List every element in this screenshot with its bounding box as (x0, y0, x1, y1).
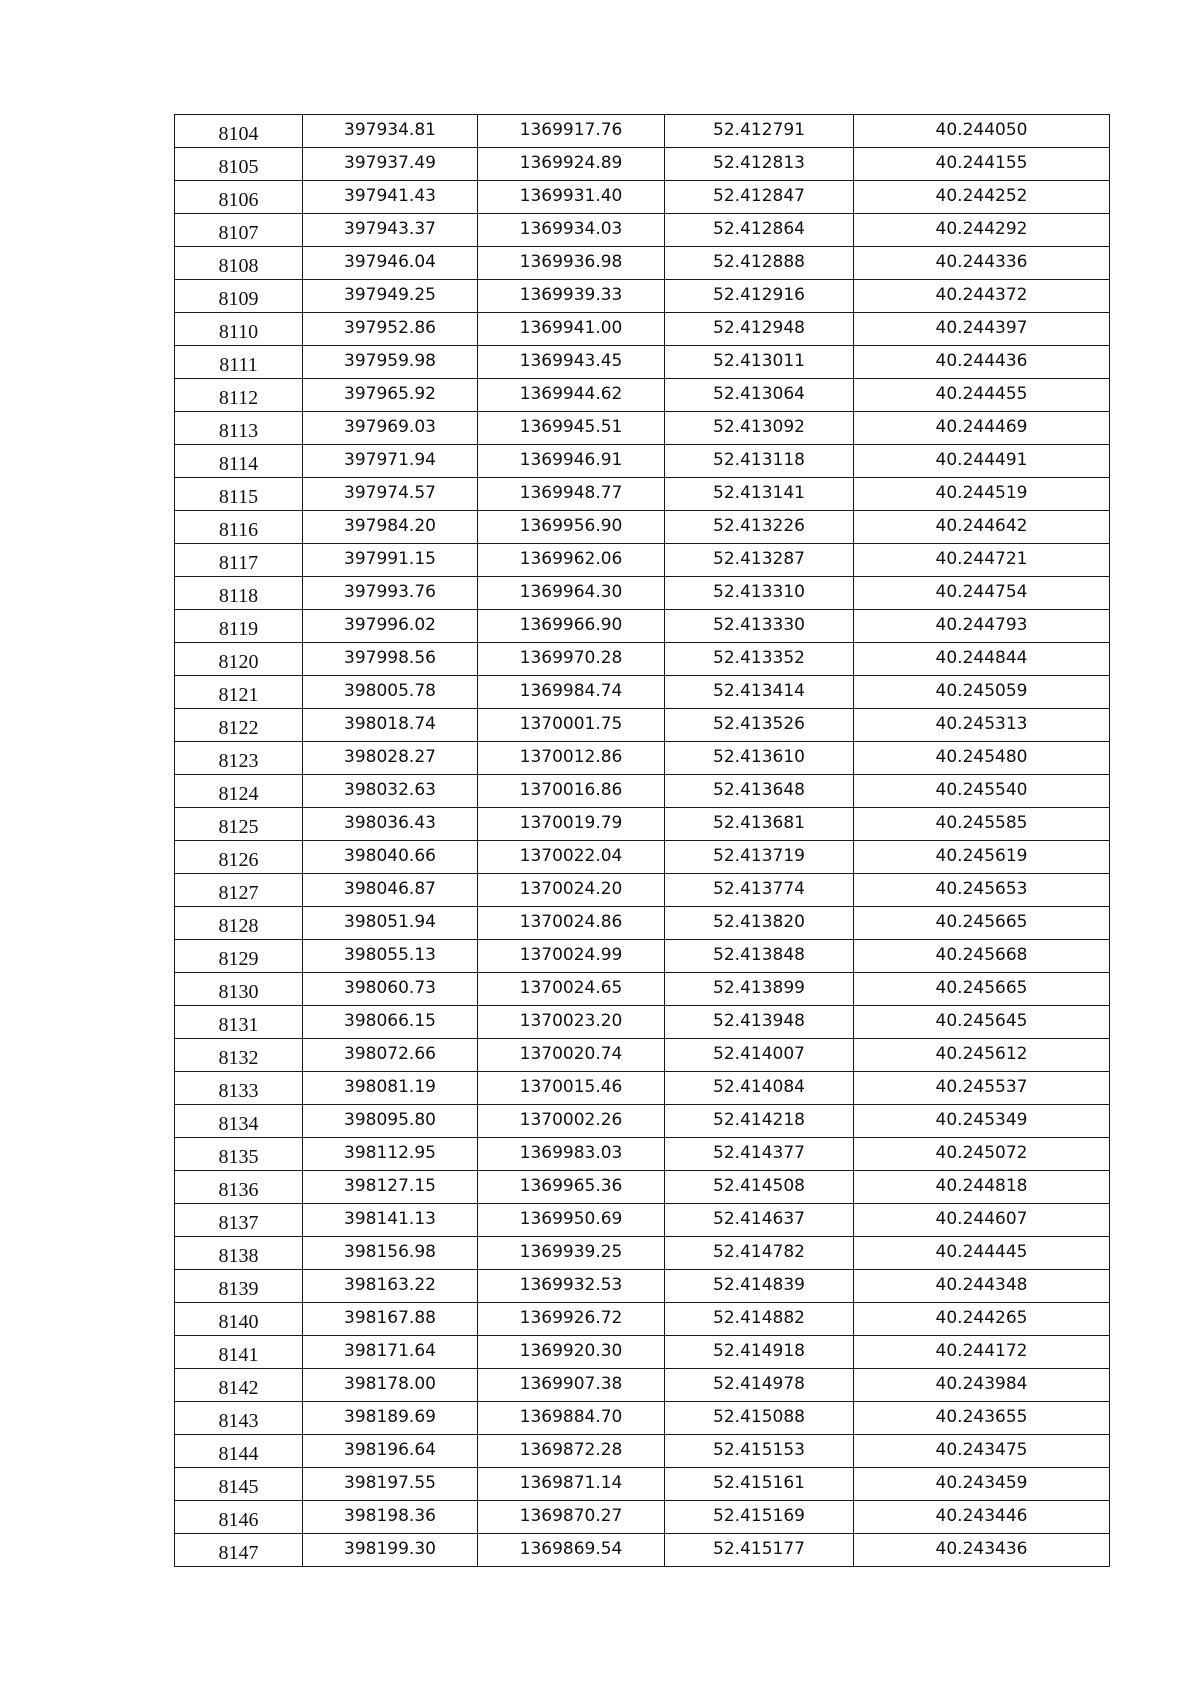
table-row (175, 214, 1110, 247)
longitude-cell: 40.244818 (854, 1171, 1110, 1204)
x-coordinate-cell: 398018.74 (303, 709, 478, 742)
x-coordinate-cell: 397996.02 (303, 610, 478, 643)
point-number-cell: 8146 (175, 1501, 303, 1534)
longitude-cell: 40.244436 (854, 346, 1110, 379)
longitude-cell: 40.245619 (854, 841, 1110, 874)
latitude-cell: 52.414882 (665, 1303, 854, 1336)
latitude-cell: 52.413226 (665, 511, 854, 544)
longitude-cell: 40.245480 (854, 742, 1110, 775)
longitude-cell: 40.244519 (854, 478, 1110, 511)
longitude-cell: 40.244445 (854, 1237, 1110, 1270)
longitude-cell: 40.244455 (854, 379, 1110, 412)
longitude-cell: 40.243436 (854, 1534, 1110, 1567)
longitude-cell: 40.244372 (854, 280, 1110, 313)
longitude-cell: 40.245537 (854, 1072, 1110, 1105)
x-coordinate-cell: 397959.98 (303, 346, 478, 379)
latitude-cell: 52.413141 (665, 478, 854, 511)
latitude-cell: 52.414978 (665, 1369, 854, 1402)
point-number-cell: 8107 (175, 214, 303, 247)
y-coordinate-cell: 1369884.70 (478, 1402, 665, 1435)
point-number-cell: 8125 (175, 808, 303, 841)
longitude-cell: 40.245540 (854, 775, 1110, 808)
y-coordinate-cell: 1369950.69 (478, 1204, 665, 1237)
table-row (175, 511, 1110, 544)
y-coordinate-cell: 1370001.75 (478, 709, 665, 742)
y-coordinate-cell: 1369931.40 (478, 181, 665, 214)
y-coordinate-cell: 1369871.14 (478, 1468, 665, 1501)
latitude-cell: 52.414637 (665, 1204, 854, 1237)
point-number-cell: 8126 (175, 841, 303, 874)
x-coordinate-cell: 398040.66 (303, 841, 478, 874)
table-row (175, 742, 1110, 775)
x-coordinate-cell: 397974.57 (303, 478, 478, 511)
longitude-cell: 40.243655 (854, 1402, 1110, 1435)
longitude-cell: 40.243475 (854, 1435, 1110, 1468)
y-coordinate-cell: 1369943.45 (478, 346, 665, 379)
y-coordinate-cell: 1369956.90 (478, 511, 665, 544)
latitude-cell: 52.414839 (665, 1270, 854, 1303)
latitude-cell: 52.413948 (665, 1006, 854, 1039)
point-number-cell: 8145 (175, 1468, 303, 1501)
longitude-cell: 40.245059 (854, 676, 1110, 709)
latitude-cell: 52.414377 (665, 1138, 854, 1171)
longitude-cell: 40.244642 (854, 511, 1110, 544)
point-number-cell: 8136 (175, 1171, 303, 1204)
table-row (175, 1039, 1110, 1072)
y-coordinate-cell: 1369926.72 (478, 1303, 665, 1336)
latitude-cell: 52.414007 (665, 1039, 854, 1072)
table-row (175, 412, 1110, 445)
x-coordinate-cell: 397969.03 (303, 412, 478, 445)
y-coordinate-cell: 1370020.74 (478, 1039, 665, 1072)
point-number-cell: 8108 (175, 247, 303, 280)
x-coordinate-cell: 397946.04 (303, 247, 478, 280)
longitude-cell: 40.245645 (854, 1006, 1110, 1039)
latitude-cell: 52.413118 (665, 445, 854, 478)
y-coordinate-cell: 1369970.28 (478, 643, 665, 676)
point-number-cell: 8123 (175, 742, 303, 775)
point-number-cell: 8105 (175, 148, 303, 181)
table-row (175, 973, 1110, 1006)
x-coordinate-cell: 398156.98 (303, 1237, 478, 1270)
longitude-cell: 40.245665 (854, 973, 1110, 1006)
y-coordinate-cell: 1370024.99 (478, 940, 665, 973)
table-row (175, 577, 1110, 610)
point-number-cell: 8134 (175, 1105, 303, 1138)
y-coordinate-cell: 1369983.03 (478, 1138, 665, 1171)
x-coordinate-cell: 398095.80 (303, 1105, 478, 1138)
y-coordinate-cell: 1369934.03 (478, 214, 665, 247)
longitude-cell: 40.244397 (854, 313, 1110, 346)
point-number-cell: 8104 (175, 115, 303, 148)
x-coordinate-cell: 397991.15 (303, 544, 478, 577)
x-coordinate-cell: 398141.13 (303, 1204, 478, 1237)
longitude-cell: 40.243984 (854, 1369, 1110, 1402)
point-number-cell: 8106 (175, 181, 303, 214)
y-coordinate-cell: 1370012.86 (478, 742, 665, 775)
table-row (175, 1402, 1110, 1435)
y-coordinate-cell: 1369965.36 (478, 1171, 665, 1204)
x-coordinate-cell: 397943.37 (303, 214, 478, 247)
longitude-cell: 40.243459 (854, 1468, 1110, 1501)
latitude-cell: 52.413899 (665, 973, 854, 1006)
latitude-cell: 52.413610 (665, 742, 854, 775)
point-number-cell: 8118 (175, 577, 303, 610)
coordinates-table (174, 114, 1110, 1567)
point-number-cell: 8122 (175, 709, 303, 742)
table-row (175, 544, 1110, 577)
y-coordinate-cell: 1370022.04 (478, 841, 665, 874)
table-row (175, 709, 1110, 742)
y-coordinate-cell: 1369962.06 (478, 544, 665, 577)
y-coordinate-cell: 1370002.26 (478, 1105, 665, 1138)
table-row (175, 313, 1110, 346)
table-row (175, 1171, 1110, 1204)
latitude-cell: 52.412916 (665, 280, 854, 313)
latitude-cell: 52.412948 (665, 313, 854, 346)
point-number-cell: 8129 (175, 940, 303, 973)
x-coordinate-cell: 398178.00 (303, 1369, 478, 1402)
x-coordinate-cell: 398199.30 (303, 1534, 478, 1567)
point-number-cell: 8144 (175, 1435, 303, 1468)
y-coordinate-cell: 1369939.33 (478, 280, 665, 313)
point-number-cell: 8131 (175, 1006, 303, 1039)
longitude-cell: 40.244252 (854, 181, 1110, 214)
latitude-cell: 52.414218 (665, 1105, 854, 1138)
longitude-cell: 40.244607 (854, 1204, 1110, 1237)
y-coordinate-cell: 1369932.53 (478, 1270, 665, 1303)
point-number-cell: 8121 (175, 676, 303, 709)
y-coordinate-cell: 1369948.77 (478, 478, 665, 511)
longitude-cell: 40.244265 (854, 1303, 1110, 1336)
point-number-cell: 8115 (175, 478, 303, 511)
table-row (175, 1270, 1110, 1303)
x-coordinate-cell: 398197.55 (303, 1468, 478, 1501)
point-number-cell: 8116 (175, 511, 303, 544)
x-coordinate-cell: 398189.69 (303, 1402, 478, 1435)
latitude-cell: 52.414782 (665, 1237, 854, 1270)
latitude-cell: 52.414084 (665, 1072, 854, 1105)
x-coordinate-cell: 398171.64 (303, 1336, 478, 1369)
latitude-cell: 52.413719 (665, 841, 854, 874)
table-row (175, 1303, 1110, 1336)
x-coordinate-cell: 397949.25 (303, 280, 478, 313)
table-row (175, 1105, 1110, 1138)
longitude-cell: 40.245313 (854, 709, 1110, 742)
point-number-cell: 8128 (175, 907, 303, 940)
point-number-cell: 8147 (175, 1534, 303, 1567)
y-coordinate-cell: 1369917.76 (478, 115, 665, 148)
longitude-cell: 40.244793 (854, 610, 1110, 643)
latitude-cell: 52.412847 (665, 181, 854, 214)
longitude-cell: 40.244469 (854, 412, 1110, 445)
latitude-cell: 52.412813 (665, 148, 854, 181)
latitude-cell: 52.413414 (665, 676, 854, 709)
coordinates-table-body (175, 115, 1110, 1567)
latitude-cell: 52.414508 (665, 1171, 854, 1204)
x-coordinate-cell: 398005.78 (303, 676, 478, 709)
longitude-cell: 40.244844 (854, 643, 1110, 676)
y-coordinate-cell: 1369964.30 (478, 577, 665, 610)
table-row (175, 181, 1110, 214)
y-coordinate-cell: 1370019.79 (478, 808, 665, 841)
latitude-cell: 52.415169 (665, 1501, 854, 1534)
latitude-cell: 52.415161 (665, 1468, 854, 1501)
longitude-cell: 40.245668 (854, 940, 1110, 973)
latitude-cell: 52.412864 (665, 214, 854, 247)
x-coordinate-cell: 397993.76 (303, 577, 478, 610)
point-number-cell: 8127 (175, 874, 303, 907)
y-coordinate-cell: 1369944.62 (478, 379, 665, 412)
longitude-cell: 40.244292 (854, 214, 1110, 247)
table-row (175, 1468, 1110, 1501)
latitude-cell: 52.413681 (665, 808, 854, 841)
longitude-cell: 40.244348 (854, 1270, 1110, 1303)
latitude-cell: 52.413011 (665, 346, 854, 379)
x-coordinate-cell: 398046.87 (303, 874, 478, 907)
x-coordinate-cell: 397971.94 (303, 445, 478, 478)
point-number-cell: 8139 (175, 1270, 303, 1303)
point-number-cell: 8117 (175, 544, 303, 577)
x-coordinate-cell: 398196.64 (303, 1435, 478, 1468)
table-row (175, 1072, 1110, 1105)
point-number-cell: 8109 (175, 280, 303, 313)
longitude-cell: 40.245349 (854, 1105, 1110, 1138)
x-coordinate-cell: 398163.22 (303, 1270, 478, 1303)
longitude-cell: 40.244155 (854, 148, 1110, 181)
table-row (175, 247, 1110, 280)
table-row (175, 445, 1110, 478)
latitude-cell: 52.413820 (665, 907, 854, 940)
longitude-cell: 40.244172 (854, 1336, 1110, 1369)
x-coordinate-cell: 397952.86 (303, 313, 478, 346)
y-coordinate-cell: 1369936.98 (478, 247, 665, 280)
point-number-cell: 8119 (175, 610, 303, 643)
y-coordinate-cell: 1369870.27 (478, 1501, 665, 1534)
y-coordinate-cell: 1369924.89 (478, 148, 665, 181)
longitude-cell: 40.245585 (854, 808, 1110, 841)
y-coordinate-cell: 1369941.00 (478, 313, 665, 346)
point-number-cell: 8124 (175, 775, 303, 808)
latitude-cell: 52.413774 (665, 874, 854, 907)
point-number-cell: 8140 (175, 1303, 303, 1336)
x-coordinate-cell: 398112.95 (303, 1138, 478, 1171)
latitude-cell: 52.415177 (665, 1534, 854, 1567)
x-coordinate-cell: 397941.43 (303, 181, 478, 214)
y-coordinate-cell: 1369945.51 (478, 412, 665, 445)
latitude-cell: 52.413287 (665, 544, 854, 577)
table-row (175, 1435, 1110, 1468)
table-row (175, 643, 1110, 676)
x-coordinate-cell: 398028.27 (303, 742, 478, 775)
point-number-cell: 8143 (175, 1402, 303, 1435)
table-row (175, 907, 1110, 940)
table-row (175, 280, 1110, 313)
latitude-cell: 52.414918 (665, 1336, 854, 1369)
y-coordinate-cell: 1370023.20 (478, 1006, 665, 1039)
point-number-cell: 8130 (175, 973, 303, 1006)
longitude-cell: 40.243446 (854, 1501, 1110, 1534)
point-number-cell: 8142 (175, 1369, 303, 1402)
y-coordinate-cell: 1370024.65 (478, 973, 665, 1006)
x-coordinate-cell: 397984.20 (303, 511, 478, 544)
point-number-cell: 8135 (175, 1138, 303, 1171)
x-coordinate-cell: 398032.63 (303, 775, 478, 808)
point-number-cell: 8132 (175, 1039, 303, 1072)
table-row (175, 115, 1110, 148)
latitude-cell: 52.412791 (665, 115, 854, 148)
x-coordinate-cell: 398055.13 (303, 940, 478, 973)
table-row (175, 379, 1110, 412)
latitude-cell: 52.413352 (665, 643, 854, 676)
table-row (175, 1534, 1110, 1567)
y-coordinate-cell: 1369872.28 (478, 1435, 665, 1468)
latitude-cell: 52.413064 (665, 379, 854, 412)
point-number-cell: 8137 (175, 1204, 303, 1237)
table-row (175, 1369, 1110, 1402)
table-row (175, 346, 1110, 379)
table-row (175, 841, 1110, 874)
table-row (175, 478, 1110, 511)
point-number-cell: 8114 (175, 445, 303, 478)
x-coordinate-cell: 397937.49 (303, 148, 478, 181)
table-row (175, 610, 1110, 643)
latitude-cell: 52.412888 (665, 247, 854, 280)
table-row (175, 808, 1110, 841)
longitude-cell: 40.244491 (854, 445, 1110, 478)
point-number-cell: 8138 (175, 1237, 303, 1270)
point-number-cell: 8110 (175, 313, 303, 346)
table-row (175, 940, 1110, 973)
latitude-cell: 52.413330 (665, 610, 854, 643)
longitude-cell: 40.244336 (854, 247, 1110, 280)
y-coordinate-cell: 1370024.20 (478, 874, 665, 907)
y-coordinate-cell: 1369939.25 (478, 1237, 665, 1270)
x-coordinate-cell: 397934.81 (303, 115, 478, 148)
longitude-cell: 40.245612 (854, 1039, 1110, 1072)
x-coordinate-cell: 398066.15 (303, 1006, 478, 1039)
x-coordinate-cell: 397965.92 (303, 379, 478, 412)
x-coordinate-cell: 398072.66 (303, 1039, 478, 1072)
longitude-cell: 40.245653 (854, 874, 1110, 907)
table-row (175, 1006, 1110, 1039)
point-number-cell: 8111 (175, 346, 303, 379)
x-coordinate-cell: 398051.94 (303, 907, 478, 940)
x-coordinate-cell: 398198.36 (303, 1501, 478, 1534)
y-coordinate-cell: 1370015.46 (478, 1072, 665, 1105)
table-row (175, 874, 1110, 907)
y-coordinate-cell: 1369984.74 (478, 676, 665, 709)
table-row (175, 148, 1110, 181)
latitude-cell: 52.413092 (665, 412, 854, 445)
point-number-cell: 8113 (175, 412, 303, 445)
x-coordinate-cell: 398081.19 (303, 1072, 478, 1105)
y-coordinate-cell: 1369907.38 (478, 1369, 665, 1402)
latitude-cell: 52.413310 (665, 577, 854, 610)
x-coordinate-cell: 398127.15 (303, 1171, 478, 1204)
point-number-cell: 8141 (175, 1336, 303, 1369)
table-row (175, 1336, 1110, 1369)
latitude-cell: 52.413648 (665, 775, 854, 808)
y-coordinate-cell: 1370016.86 (478, 775, 665, 808)
y-coordinate-cell: 1369920.30 (478, 1336, 665, 1369)
y-coordinate-cell: 1370024.86 (478, 907, 665, 940)
x-coordinate-cell: 397998.56 (303, 643, 478, 676)
x-coordinate-cell: 398036.43 (303, 808, 478, 841)
y-coordinate-cell: 1369946.91 (478, 445, 665, 478)
longitude-cell: 40.244721 (854, 544, 1110, 577)
latitude-cell: 52.415153 (665, 1435, 854, 1468)
longitude-cell: 40.244050 (854, 115, 1110, 148)
point-number-cell: 8133 (175, 1072, 303, 1105)
table-row (175, 676, 1110, 709)
longitude-cell: 40.245665 (854, 907, 1110, 940)
latitude-cell: 52.415088 (665, 1402, 854, 1435)
y-coordinate-cell: 1369869.54 (478, 1534, 665, 1567)
latitude-cell: 52.413526 (665, 709, 854, 742)
latitude-cell: 52.413848 (665, 940, 854, 973)
point-number-cell: 8120 (175, 643, 303, 676)
table-row (175, 1204, 1110, 1237)
table-row (175, 1501, 1110, 1534)
longitude-cell: 40.245072 (854, 1138, 1110, 1171)
x-coordinate-cell: 398167.88 (303, 1303, 478, 1336)
table-row (175, 775, 1110, 808)
x-coordinate-cell: 398060.73 (303, 973, 478, 1006)
table-row (175, 1138, 1110, 1171)
y-coordinate-cell: 1369966.90 (478, 610, 665, 643)
point-number-cell: 8112 (175, 379, 303, 412)
longitude-cell: 40.244754 (854, 577, 1110, 610)
table-row (175, 1237, 1110, 1270)
